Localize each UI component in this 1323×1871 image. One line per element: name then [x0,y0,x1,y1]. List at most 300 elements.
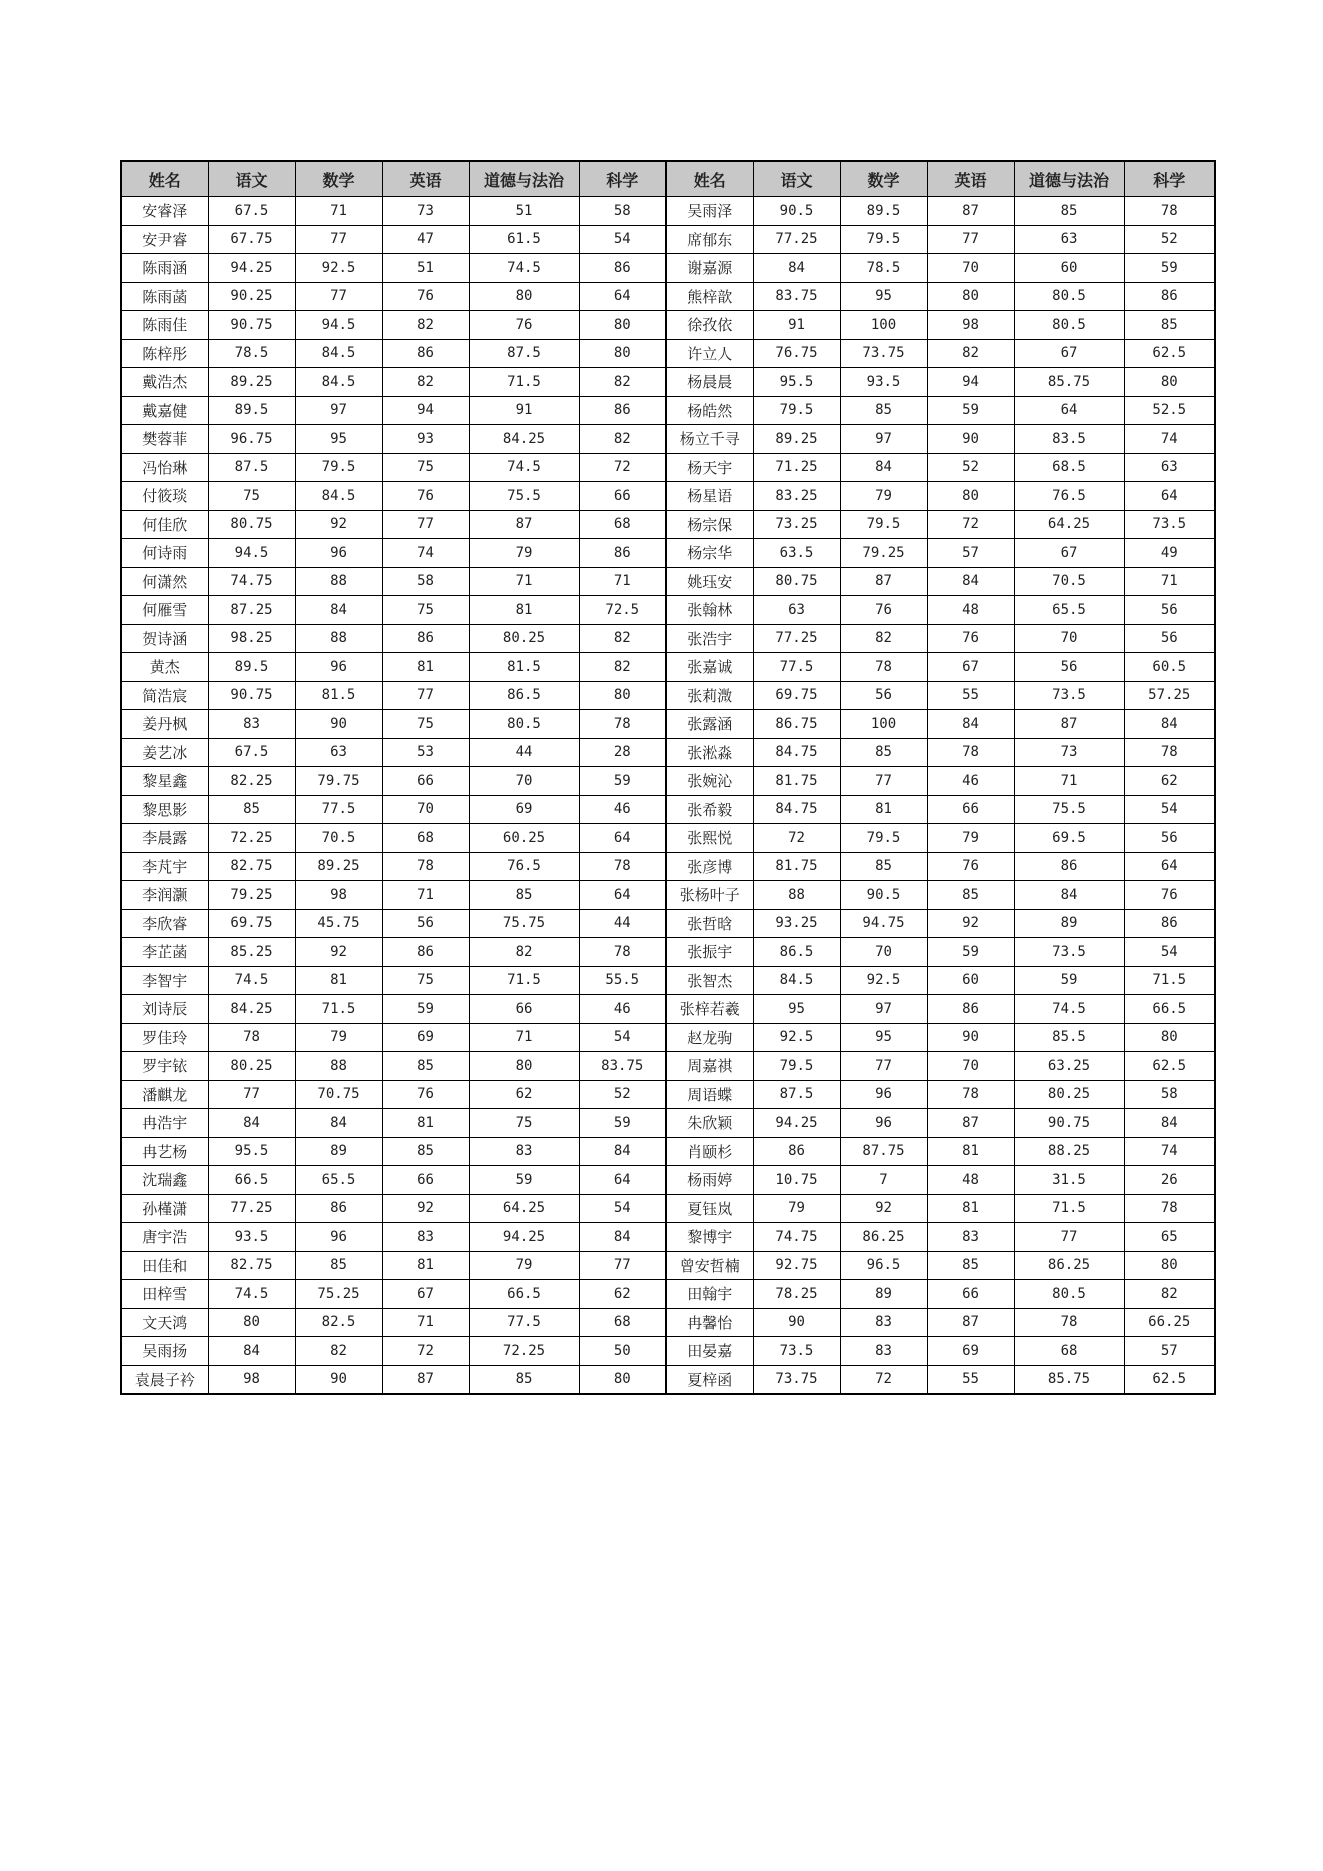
score-cell: 69 [382,1023,469,1052]
score-cell: 84.75 [753,795,840,824]
score-cell: 88 [295,624,382,653]
score-cell: 56 [1124,596,1215,625]
score-cell: 94 [927,368,1014,397]
score-cell: 48 [927,596,1014,625]
student-name-cell: 周语蝶 [666,1080,753,1109]
score-cell: 82 [382,311,469,340]
table-row [121,1223,1215,1252]
student-name-cell: 田佳和 [121,1251,208,1280]
score-cell: 82 [579,624,666,653]
table-row [121,282,1215,311]
score-cell: 83 [840,1337,927,1366]
score-cell: 93 [382,425,469,454]
score-cell: 67 [927,653,1014,682]
score-cell: 84.75 [753,738,840,767]
score-cell: 84 [840,453,927,482]
table-row [121,1308,1215,1337]
score-cell: 59 [382,995,469,1024]
score-cell: 64 [1124,482,1215,511]
student-name-cell: 姜艺冰 [121,738,208,767]
score-cell: 87 [1014,710,1124,739]
score-cell: 73 [382,197,469,226]
score-cell: 71 [382,881,469,910]
table-row [121,254,1215,283]
student-name-cell: 安尹睿 [121,225,208,254]
score-cell: 76.75 [753,339,840,368]
score-cell: 51 [382,254,469,283]
score-cell: 71.5 [469,368,579,397]
score-cell: 57 [927,539,1014,568]
score-cell: 85 [295,1251,382,1280]
score-cell: 71.5 [295,995,382,1024]
student-name-cell: 田晏嘉 [666,1337,753,1366]
score-cell: 90.5 [840,881,927,910]
score-cell: 52 [1124,225,1215,254]
table-row [121,311,1215,340]
score-cell: 73.25 [753,510,840,539]
score-cell: 85 [382,1137,469,1166]
score-cell: 98 [927,311,1014,340]
score-cell: 54 [579,225,666,254]
score-cell: 65.5 [295,1166,382,1195]
student-name-cell: 刘诗辰 [121,995,208,1024]
score-cell: 66 [927,1280,1014,1309]
score-cell: 86.5 [469,681,579,710]
score-cell: 89.25 [295,852,382,881]
score-cell: 77.5 [295,795,382,824]
score-cell: 71.5 [1124,966,1215,995]
student-name-cell: 张哲晗 [666,909,753,938]
header-row [121,161,1215,197]
score-cell: 71 [1014,767,1124,796]
student-name-cell: 文天鸿 [121,1308,208,1337]
score-cell: 76 [469,311,579,340]
header-math-right: 数学 [840,161,927,197]
score-cell: 87.75 [840,1137,927,1166]
score-cell: 84 [208,1109,295,1138]
score-cell: 76 [382,1080,469,1109]
score-cell: 75.5 [1014,795,1124,824]
student-name-cell: 罗宇铱 [121,1052,208,1081]
score-cell: 46 [927,767,1014,796]
score-cell: 80 [1124,1023,1215,1052]
score-cell: 72 [840,1365,927,1394]
student-name-cell: 陈雨涵 [121,254,208,283]
score-cell: 31.5 [1014,1166,1124,1195]
score-cell: 59 [927,396,1014,425]
score-cell: 79.5 [753,396,840,425]
student-name-cell: 田梓雪 [121,1280,208,1309]
score-cell: 82 [579,653,666,682]
score-cell: 87.25 [208,596,295,625]
score-cell: 74.5 [469,453,579,482]
score-cell: 97 [840,425,927,454]
score-cell: 83.5 [1014,425,1124,454]
score-cell: 92.5 [753,1023,840,1052]
score-cell: 93.25 [753,909,840,938]
score-cell: 84 [579,1223,666,1252]
score-cell: 64 [579,282,666,311]
score-cell: 44 [469,738,579,767]
score-cell: 75.5 [469,482,579,511]
score-cell: 64 [579,1166,666,1195]
score-cell: 85 [469,881,579,910]
score-cell: 64.25 [1014,510,1124,539]
score-cell: 54 [1124,938,1215,967]
student-name-cell: 杨晨晨 [666,368,753,397]
score-cell: 44 [579,909,666,938]
score-cell: 89 [295,1137,382,1166]
score-cell: 82.75 [208,1251,295,1280]
score-cell: 95 [840,282,927,311]
score-cell: 7 [840,1166,927,1195]
score-cell: 73.5 [753,1337,840,1366]
score-cell: 78 [382,852,469,881]
score-cell: 90.75 [208,311,295,340]
score-cell: 92 [840,1194,927,1223]
score-cell: 79 [469,539,579,568]
score-cell: 65 [1124,1223,1215,1252]
student-name-cell: 杨天宇 [666,453,753,482]
score-cell: 78 [208,1023,295,1052]
table-row [121,681,1215,710]
score-cell: 74 [1124,425,1215,454]
score-cell: 59 [579,1109,666,1138]
student-name-cell: 夏梓函 [666,1365,753,1394]
score-cell: 67.75 [208,225,295,254]
score-cell: 56 [840,681,927,710]
table-row [121,824,1215,853]
student-name-cell: 杨星语 [666,482,753,511]
student-name-cell: 张梓若羲 [666,995,753,1024]
header-name-left: 姓名 [121,161,208,197]
score-cell: 62 [579,1280,666,1309]
score-cell: 74.75 [208,567,295,596]
table-row [121,396,1215,425]
score-cell: 96 [295,653,382,682]
score-cell: 60.25 [469,824,579,853]
score-cell: 74 [382,539,469,568]
score-cell: 63.25 [1014,1052,1124,1081]
score-cell: 78 [840,653,927,682]
score-cell: 81 [840,795,927,824]
score-cell: 70 [927,1052,1014,1081]
score-cell: 55.5 [579,966,666,995]
table-row [121,1194,1215,1223]
score-cell: 70 [1014,624,1124,653]
score-cell: 81.75 [753,852,840,881]
score-cell: 92.75 [753,1251,840,1280]
student-name-cell: 曾安哲楠 [666,1251,753,1280]
student-name-cell: 戴嘉健 [121,396,208,425]
score-cell: 58 [382,567,469,596]
score-cell: 76 [927,852,1014,881]
score-cell: 84.25 [208,995,295,1024]
score-cell: 77 [208,1080,295,1109]
score-cell: 82 [382,368,469,397]
student-name-cell: 潘麒龙 [121,1080,208,1109]
score-cell: 78 [579,938,666,967]
score-cell: 78 [927,738,1014,767]
score-cell: 86.25 [840,1223,927,1252]
score-cell: 82.5 [295,1308,382,1337]
score-cell: 57.25 [1124,681,1215,710]
score-cell: 80 [579,311,666,340]
score-cell: 86 [382,938,469,967]
student-name-cell: 黄杰 [121,653,208,682]
student-name-cell: 肖颐杉 [666,1137,753,1166]
score-cell: 60 [927,966,1014,995]
score-cell: 91 [753,311,840,340]
score-cell: 67 [1014,539,1124,568]
student-name-cell: 张彦博 [666,852,753,881]
score-cell: 59 [927,938,1014,967]
score-cell: 86 [382,339,469,368]
score-cell: 97 [840,995,927,1024]
score-cell: 86 [579,396,666,425]
table-row [121,852,1215,881]
score-cell: 75.25 [295,1280,382,1309]
student-name-cell: 李芃宇 [121,852,208,881]
header-morality-law-left: 道德与法治 [469,161,579,197]
student-name-cell: 黎星鑫 [121,767,208,796]
header-morality-law-right: 道德与法治 [1014,161,1124,197]
score-cell: 80 [579,1365,666,1394]
student-name-cell: 张智杰 [666,966,753,995]
score-cell: 86 [1014,852,1124,881]
table-row [121,995,1215,1024]
student-name-cell: 吴雨泽 [666,197,753,226]
score-cell: 72 [753,824,840,853]
score-cell: 79.25 [840,539,927,568]
score-cell: 97 [295,396,382,425]
score-cell: 84.25 [469,425,579,454]
score-cell: 80.25 [1014,1080,1124,1109]
student-name-cell: 李欣睿 [121,909,208,938]
score-cell: 64 [1014,396,1124,425]
score-cell: 83 [469,1137,579,1166]
score-cell: 85 [1124,311,1215,340]
score-cell: 98.25 [208,624,295,653]
score-cell: 72 [927,510,1014,539]
score-cell: 77.25 [208,1194,295,1223]
score-cell: 48 [927,1166,1014,1195]
score-cell: 84 [1124,710,1215,739]
table-row [121,482,1215,511]
student-name-cell: 唐宇浩 [121,1223,208,1252]
table-row [121,710,1215,739]
score-cell: 71.5 [1014,1194,1124,1223]
score-cell: 54 [1124,795,1215,824]
score-cell: 90 [295,1365,382,1394]
score-cell: 81 [469,596,579,625]
student-name-cell: 何诗雨 [121,539,208,568]
score-cell: 70 [840,938,927,967]
score-cell: 83 [208,710,295,739]
student-name-cell: 张希毅 [666,795,753,824]
score-cell: 86 [1124,282,1215,311]
score-cell: 76 [840,596,927,625]
score-cell: 80.5 [469,710,579,739]
score-cell: 93.5 [208,1223,295,1252]
header-english-left: 英语 [382,161,469,197]
score-cell: 87.5 [753,1080,840,1109]
score-cell: 55 [927,681,1014,710]
score-cell: 63 [1124,453,1215,482]
table-row [121,197,1215,226]
score-cell: 84 [1124,1109,1215,1138]
score-cell: 89.25 [753,425,840,454]
score-cell: 90 [927,425,1014,454]
score-cell: 69 [469,795,579,824]
table-row [121,1251,1215,1280]
score-cell: 86.5 [753,938,840,967]
student-name-cell: 李润灏 [121,881,208,910]
score-cell: 81 [382,1251,469,1280]
table-row [121,225,1215,254]
student-name-cell: 杨雨婷 [666,1166,753,1195]
score-cell: 80 [579,681,666,710]
score-cell: 85.75 [1014,368,1124,397]
table-row [121,567,1215,596]
score-cell: 46 [579,795,666,824]
student-name-cell: 朱欣颖 [666,1109,753,1138]
score-cell: 77 [927,225,1014,254]
student-name-cell: 陈雨佳 [121,311,208,340]
header-math-left: 数学 [295,161,382,197]
score-cell: 80 [469,282,579,311]
student-name-cell: 何佳欣 [121,510,208,539]
score-cell: 68 [579,510,666,539]
score-cell: 86.75 [753,710,840,739]
student-name-cell: 冉浩宇 [121,1109,208,1138]
score-cell: 71 [1124,567,1215,596]
score-cell: 88 [295,567,382,596]
score-cell: 88.25 [1014,1137,1124,1166]
score-cell: 79.5 [295,453,382,482]
score-cell: 69.75 [208,909,295,938]
score-cell: 82 [1124,1280,1215,1309]
table-row [121,1337,1215,1366]
table-row [121,510,1215,539]
score-cell: 90 [753,1308,840,1337]
student-name-cell: 樊蓉菲 [121,425,208,454]
student-name-cell: 简浩宸 [121,681,208,710]
score-cell: 66.25 [1124,1308,1215,1337]
student-name-cell: 张振宇 [666,938,753,967]
header-science-left: 科学 [579,161,666,197]
score-cell: 75 [382,710,469,739]
score-cell: 68.5 [1014,453,1124,482]
student-name-cell: 周嘉祺 [666,1052,753,1081]
score-cell: 94.25 [208,254,295,283]
score-cell: 88 [753,881,840,910]
score-cell: 90.25 [208,282,295,311]
table-row [121,624,1215,653]
score-cell: 66 [927,795,1014,824]
score-cell: 71 [579,567,666,596]
score-cell: 94.5 [295,311,382,340]
score-cell: 71 [295,197,382,226]
score-cell: 75 [382,966,469,995]
score-cell: 80.5 [1014,311,1124,340]
score-cell: 95.5 [208,1137,295,1166]
score-cell: 90 [295,710,382,739]
score-cell: 79 [927,824,1014,853]
score-cell: 82.75 [208,852,295,881]
table-row [121,596,1215,625]
score-cell: 83.75 [753,282,840,311]
score-cell: 60 [1014,254,1124,283]
table-row [121,1365,1215,1394]
score-cell: 78 [1014,1308,1124,1337]
score-cell: 77 [295,282,382,311]
score-cell: 85 [1014,197,1124,226]
score-cell: 85 [927,881,1014,910]
score-cell: 80 [927,282,1014,311]
score-cell: 85 [927,1251,1014,1280]
score-cell: 64 [579,881,666,910]
score-cell: 83 [840,1308,927,1337]
score-cell: 66.5 [1124,995,1215,1024]
score-cell: 77 [840,1052,927,1081]
score-cell: 100 [840,710,927,739]
score-cell: 76.5 [469,852,579,881]
score-cell: 75 [469,1109,579,1138]
score-cell: 80 [579,339,666,368]
student-name-cell: 付筱琰 [121,482,208,511]
score-cell: 60.5 [1124,653,1215,682]
score-cell: 62 [469,1080,579,1109]
score-cell: 90.75 [208,681,295,710]
student-name-cell: 熊梓歆 [666,282,753,311]
student-name-cell: 吴雨扬 [121,1337,208,1366]
score-cell: 84 [208,1337,295,1366]
score-cell: 80.75 [753,567,840,596]
score-cell: 53 [382,738,469,767]
score-cell: 83 [382,1223,469,1252]
score-cell: 77 [1014,1223,1124,1252]
score-cell: 67 [1014,339,1124,368]
table-row [121,1023,1215,1052]
score-cell: 79.5 [840,510,927,539]
score-cell: 82 [927,339,1014,368]
score-cell: 77 [295,225,382,254]
student-name-cell: 李晨露 [121,824,208,853]
score-cell: 89.5 [840,197,927,226]
student-name-cell: 陈梓彤 [121,339,208,368]
student-name-cell: 张熙悦 [666,824,753,853]
score-cell: 84.5 [295,368,382,397]
student-name-cell: 谢嘉源 [666,254,753,283]
score-cell: 73.75 [753,1365,840,1394]
student-name-cell: 李芷菡 [121,938,208,967]
student-name-cell: 冉艺杨 [121,1137,208,1166]
score-cell: 66 [382,767,469,796]
score-cell: 90.75 [1014,1109,1124,1138]
score-cell: 80 [469,1052,579,1081]
score-cell: 95 [840,1023,927,1052]
score-cell: 58 [1124,1080,1215,1109]
score-cell: 87 [927,1308,1014,1337]
table-row [121,966,1215,995]
score-table [120,160,1216,1395]
score-cell: 96 [840,1109,927,1138]
table-row [121,881,1215,910]
student-name-cell: 戴浩杰 [121,368,208,397]
student-name-cell: 黎思影 [121,795,208,824]
score-cell: 76 [382,282,469,311]
